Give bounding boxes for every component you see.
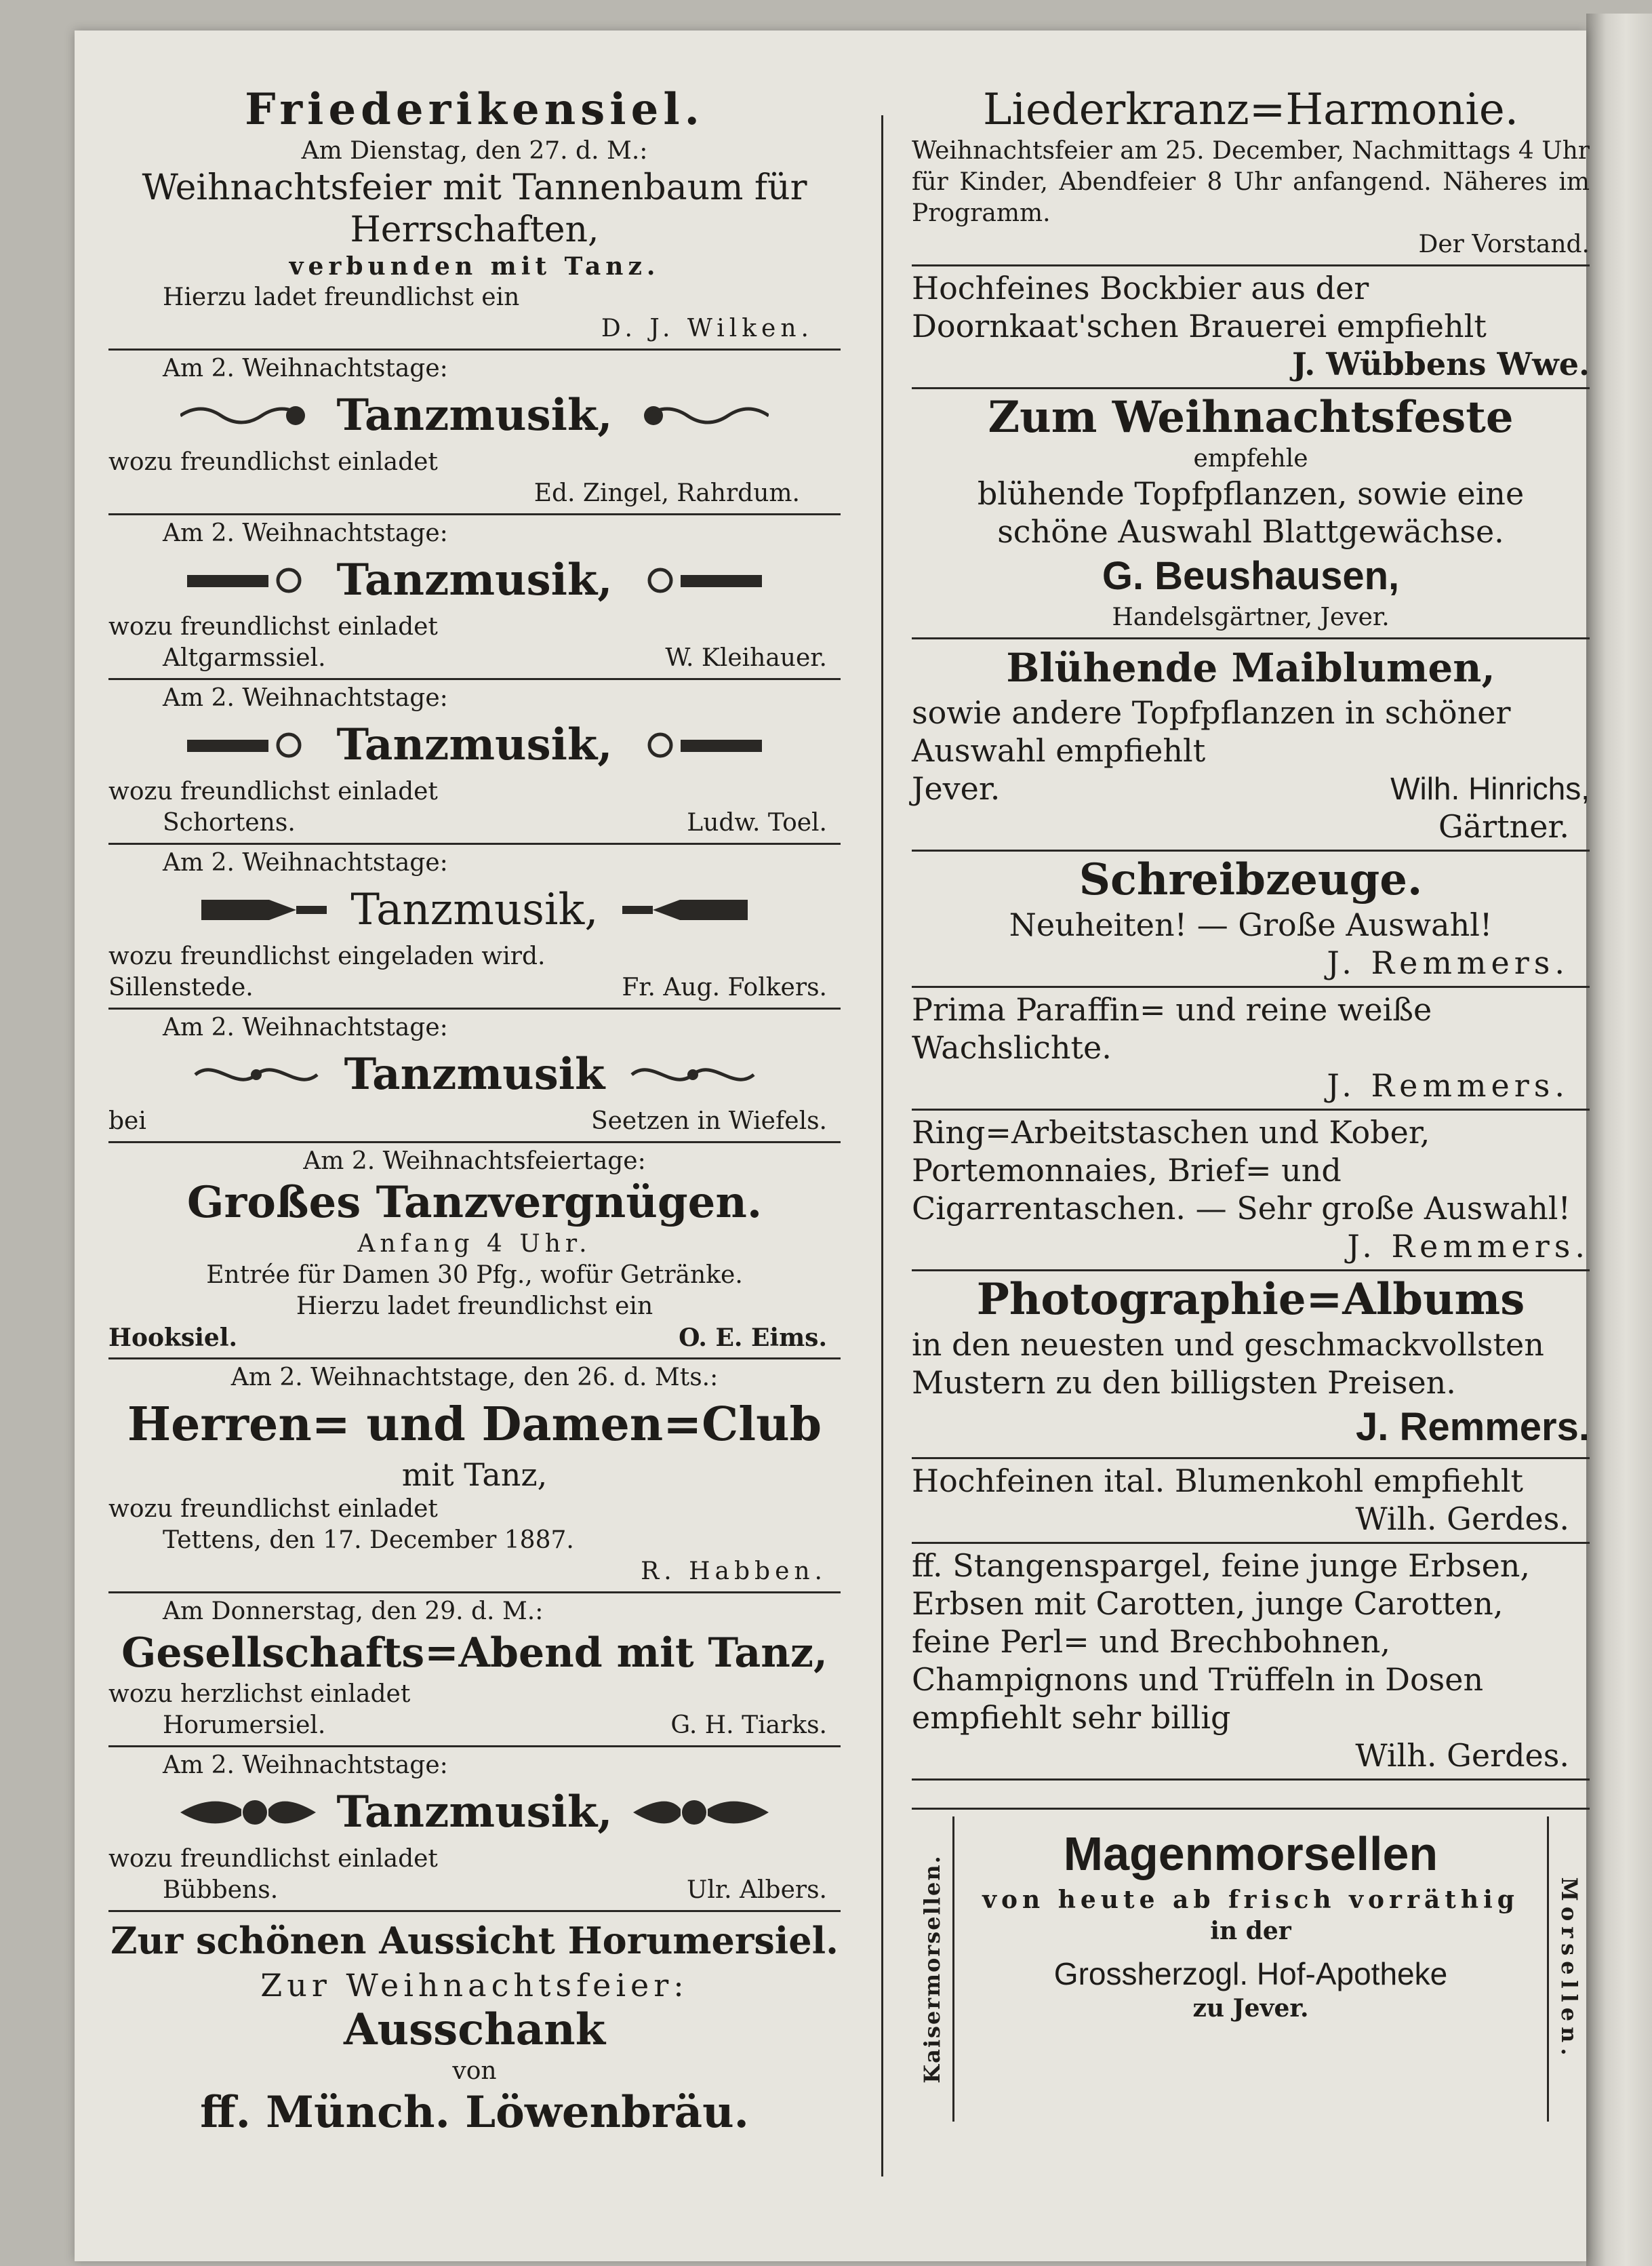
ad-signature-2: Gärtner. xyxy=(1438,808,1569,845)
ad-title: Tanzmusik, xyxy=(336,1787,613,1837)
ad-line: schöne Auswahl Blattgewächse. xyxy=(997,513,1504,550)
ad-schoene-aussicht xyxy=(108,1912,841,2143)
ad-text: in den neuesten und geschmackvollsten Mustern zu den billigsten Preisen. xyxy=(912,1326,1544,1401)
ad-tanzmusik-toel xyxy=(108,680,841,845)
ad-invite: wozu herzlichst einladet xyxy=(108,1680,411,1708)
ad-tanzmusik-albers xyxy=(108,1747,841,1912)
ornament-icon xyxy=(633,395,769,436)
page-edge-shadow xyxy=(1586,14,1652,2266)
ad-place: Horumersiel. xyxy=(163,1711,326,1739)
ad-invite: wozu freundlichst einladet xyxy=(108,778,438,806)
ad-signature: J. Remmers. xyxy=(1356,1405,1590,1449)
ad-signature: Wilh. Gerdes. xyxy=(1355,1500,1569,1537)
ad-date: Am 2. Weihnachtstage: xyxy=(163,1014,448,1041)
ad-signature: Seetzen in Wiefels. xyxy=(590,1107,827,1135)
ad-line: Hierzu ladet freundlichst ein xyxy=(296,1292,653,1320)
ad-signature: Ulr. Albers. xyxy=(687,1876,827,1904)
ad-title: Photographie=Albums xyxy=(976,1274,1525,1325)
ad-subtitle: mit Tanz, xyxy=(401,1456,548,1493)
ad-line: verbunden mit Tanz. xyxy=(289,252,660,281)
ad-text: Weihnachtsfeier am 25. December, Nachmittags 4 Uhr für Kinder, Abendfeier 8 Uhr anfangend. Näheres im Programm. xyxy=(912,137,1590,227)
ad-weihnachtsfeste xyxy=(912,389,1590,639)
ad-tanzmusik-seetzen xyxy=(108,1010,841,1143)
ad-line: Anfang 4 Uhr. xyxy=(357,1230,592,1258)
ad-line: in der xyxy=(1210,1917,1291,1945)
ad-maiblumen xyxy=(912,639,1590,852)
ad-date: Am 2. Weihnachtstage: xyxy=(163,355,448,382)
side-label-box xyxy=(912,1816,954,2122)
ad-blumenkohl xyxy=(912,1459,1590,1544)
ad-signature: J. Remmers. xyxy=(1327,945,1569,981)
ad-text: Prima Paraffin= und reine weiße Wachslichte. xyxy=(912,991,1432,1066)
winged-head-icon xyxy=(633,1792,769,1833)
ad-title: Herren= und Damen=Club xyxy=(127,1397,822,1452)
ad-stangenspargel xyxy=(912,1544,1590,1781)
ad-gesellschafts-abend xyxy=(108,1593,841,1747)
ad-invite: wozu freundlichst einladet xyxy=(108,1495,438,1523)
ad-signature: Der Vorstand. xyxy=(1418,231,1590,258)
ad-line: blühende Topfpflanzen, sowie eine xyxy=(977,475,1525,512)
ad-name: G. Beushausen, xyxy=(1102,554,1400,598)
ornament-icon xyxy=(180,725,316,766)
ad-invite: wozu freundlichst einladet xyxy=(108,1845,438,1873)
ad-place: Schortens. xyxy=(163,809,296,837)
ad-date: Am 2. Weihnachtstage: xyxy=(163,684,448,712)
ad-arbeitstaschen xyxy=(912,1111,1590,1271)
ad-title: Tanzmusik, xyxy=(336,555,613,605)
ad-signature: Ludw. Toel. xyxy=(687,809,827,837)
ad-signature: D. J. Wilken. xyxy=(601,315,813,342)
ad-line: Hierzu ladet freundlichst ein xyxy=(163,283,520,311)
ad-place: Sillenstede. xyxy=(108,974,254,1001)
ad-date: Am 2. Weihnachtstage: xyxy=(163,1751,448,1779)
ad-signature: R. Habben. xyxy=(641,1557,827,1585)
ad-signature: W. Kleihauer. xyxy=(665,644,827,672)
ad-grosses-tanzvergnuegen xyxy=(108,1143,841,1359)
ad-tanzmusik-zingel xyxy=(108,351,841,515)
ad-line: Zur Weihnachtsfeier: xyxy=(260,1967,689,2004)
ornament-icon xyxy=(633,560,769,601)
ad-schreibzeuge xyxy=(912,852,1590,988)
ad-date: Am 2. Weihnachtsfeiertage: xyxy=(303,1147,646,1175)
ad-place: Bübbens. xyxy=(163,1876,279,1904)
ad-signature: J. Remmers. xyxy=(1347,1228,1590,1265)
ad-title: Friederikensiel. xyxy=(245,84,704,135)
ad-final: ff. Münch. Löwenbräu. xyxy=(200,2087,749,2138)
ad-line: von heute ab frisch vorräthig xyxy=(982,1886,1519,1914)
scroll-ornament-icon xyxy=(188,1054,324,1095)
ad-line: Grossherzogl. Hof-Apotheke xyxy=(1053,1956,1448,1991)
ad-signature: J. Wübbens Wwe. xyxy=(1292,346,1590,382)
ad-big: Ausschank xyxy=(343,2004,606,2055)
left-column xyxy=(108,81,841,2143)
ad-text: sowie andere Topfpflanzen in schöner Auswahl empfiehlt xyxy=(912,694,1511,769)
ad-title: Tanzmusik, xyxy=(336,719,613,770)
ad-text: Hochfeinen ital. Blumenkohl empfiehlt xyxy=(912,1463,1523,1499)
ad-place: Jever. xyxy=(912,770,1001,807)
ad-signature: J. Remmers. xyxy=(1327,1067,1569,1104)
ad-bockbier xyxy=(912,266,1590,389)
ad-title: Tanzmusik, xyxy=(336,390,613,441)
ad-invite: wozu freundlichst eingeladen wird. xyxy=(108,942,546,970)
ad-title: Tanzmusik, xyxy=(350,885,599,935)
ad-line: zu Jever. xyxy=(1192,1994,1309,2023)
ad-title: Tanzmusik xyxy=(344,1049,605,1100)
ad-title: Zur schönen Aussicht Horumersiel. xyxy=(110,1919,839,1962)
ad-date: Am 2. Weihnachtstage: xyxy=(163,519,448,547)
side-label: Morsellen. xyxy=(1556,1877,1582,2061)
hand-pointer-icon xyxy=(195,890,330,930)
winged-head-icon xyxy=(180,1792,316,1833)
ad-place: Altgarmssiel. xyxy=(163,644,326,672)
ad-title: Schreibzeuge. xyxy=(1079,854,1423,905)
ad-title: Blühende Maiblumen, xyxy=(1006,645,1495,691)
ad-line: Am Dienstag, den 27. d. M.: xyxy=(301,137,648,165)
ad-title: Liederkranz=Harmonie. xyxy=(982,85,1519,135)
ad-date: Am 2. Weihnachtstage: xyxy=(163,849,448,877)
ad-dateline: Tettens, den 17. December 1887. xyxy=(163,1526,574,1554)
ad-title: Zum Weihnachtsfeste xyxy=(988,392,1514,443)
ad-title: Gesellschafts=Abend mit Tanz, xyxy=(121,1629,828,1677)
ad-date: Am 2. Weihnachtstage, den 26. d. Mts.: xyxy=(230,1364,719,1391)
hand-pointer-icon xyxy=(619,890,754,930)
scroll-ornament-icon xyxy=(625,1054,761,1095)
ad-signature: Wilh. Gerdes. xyxy=(1355,1737,1569,1774)
ad-friederikensiel xyxy=(108,81,841,351)
ad-line: Weihnachtsfeier mit Tannenbaum für xyxy=(142,167,807,208)
ad-invite: wozu freundlichst einladet xyxy=(108,448,438,476)
side-label-box xyxy=(1547,1816,1590,2122)
ad-herren-damen-club xyxy=(108,1359,841,1593)
ad-line: Herrschaften, xyxy=(350,210,599,250)
ad-signature: G. H. Tiarks. xyxy=(670,1711,827,1739)
ad-line: Entrée für Damen 30 Pfg., wofür Getränke. xyxy=(206,1261,743,1289)
ad-text: Hochfeines Bockbier aus der Doornkaat'schen Brauerei empfiehlt xyxy=(912,270,1487,344)
ad-invite: bei xyxy=(108,1107,146,1135)
ornament-icon xyxy=(180,560,316,601)
column-divider xyxy=(881,115,883,2176)
ad-text: ff. Stangenspargel, feine junge Erbsen, Erbsen mit Carotten, junge Carotten, feine Perl= und Brechbohnen, Champignons und Trüffeln in Dosen empfiehlt sehr billig xyxy=(912,1547,1531,1736)
ad-paraffin xyxy=(912,988,1590,1111)
ad-title: Großes Tanzvergnügen. xyxy=(186,1177,763,1228)
ad-photographie-albums xyxy=(912,1271,1590,1459)
ad-signature: Wilh. Hinrichs, xyxy=(1390,771,1590,806)
ad-tanzmusik-folkers xyxy=(108,845,841,1010)
right-column xyxy=(912,81,1590,2128)
ad-von: von xyxy=(452,2057,497,2085)
ornament-icon xyxy=(180,395,316,436)
ad-tanzmusik-kleihauer xyxy=(108,515,841,680)
ad-signature: Fr. Aug. Folkers. xyxy=(622,974,827,1001)
ad-date: Am Donnerstag, den 29. d. M.: xyxy=(163,1597,544,1625)
ad-line: empfehle xyxy=(1193,445,1308,473)
ad-line: Neuheiten! — Große Auswahl! xyxy=(1009,907,1493,943)
ad-place: Hooksiel. xyxy=(108,1324,238,1352)
ad-signature: Ed. Zingel, Rahrdum. xyxy=(533,479,800,507)
ad-invite: wozu freundlichst einladet xyxy=(108,613,438,641)
ad-signature: Handelsgärtner, Jever. xyxy=(1112,603,1390,631)
ad-liederkranz xyxy=(912,81,1590,266)
ad-title: Magenmorsellen xyxy=(1063,1827,1438,1880)
side-label: Kaisermorsellen. xyxy=(919,1854,945,2084)
ad-magenmorsellen xyxy=(912,1808,1590,2128)
ad-text: Ring=Arbeitstaschen und Kober, Portemonnaies, Brief= und Cigarrentaschen. — Sehr große Auswahl! xyxy=(912,1114,1571,1227)
ornament-icon xyxy=(633,725,769,766)
ad-signature: O. E. Eims. xyxy=(679,1324,827,1352)
